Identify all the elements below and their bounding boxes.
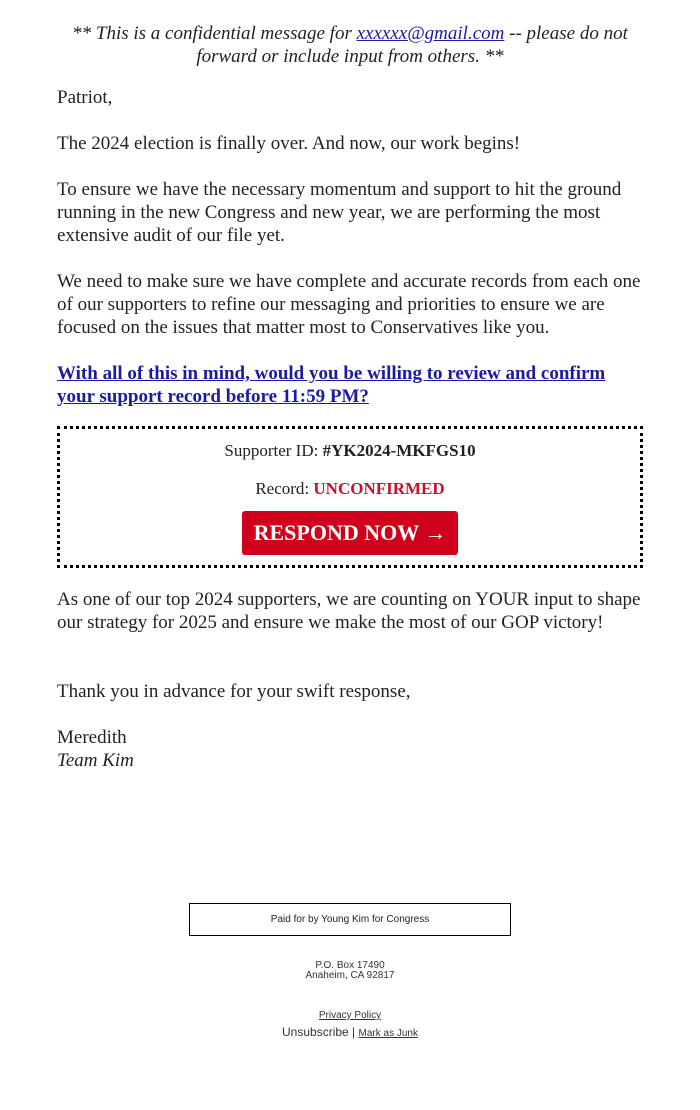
record-status-row (60, 479, 640, 499)
review-record-link[interactable]: With all of this in mind, would you be willing to review and confirm your support record before 11:59 PM? (57, 363, 606, 407)
privacy-policy-link[interactable]: Privacy Policy (318, 1010, 382, 1021)
greeting: Patriot, (57, 87, 113, 108)
confidential-notice (57, 22, 643, 68)
supporter-id-value: #YK2024-MKFGS10 (322, 441, 476, 460)
notice-suffix: -- please do not forward or include input from others. ** (196, 23, 628, 67)
cta-paragraph (57, 362, 643, 408)
paragraph-supporters: As one of our top 2024 supporters, we are counting on YOUR input to shape our strategy for 2025 and ensure we make the most of our GOP victory! (57, 589, 641, 633)
paragraph-election: The 2024 election is finally over. And now, our work begins! (57, 133, 521, 154)
address-line-2: Anaheim, CA 92817 (305, 970, 395, 981)
signature-name: Meredith (57, 727, 127, 748)
record-label: Record: (255, 479, 314, 498)
respond-now-button[interactable]: RESPOND NOW → (242, 511, 458, 555)
paid-for-disclaimer: Paid for by Young Kim for Congress (189, 903, 511, 936)
supporter-id-label: Supporter ID: (224, 441, 323, 460)
notice-prefix: ** This is a confidential message for (72, 23, 357, 44)
address-line-1: P.O. Box 17490 (315, 960, 385, 971)
mark-as-junk-link[interactable]: Mark as Junk (358, 1028, 418, 1039)
record-status-badge: UNCONFIRMED (313, 479, 445, 498)
footer-separator: | (348, 1025, 359, 1039)
signature-team: Team Kim (57, 750, 134, 771)
footer-links (0, 1005, 700, 1041)
unsubscribe-link[interactable]: Unsubscribe (282, 1025, 349, 1039)
paragraph-thanks: Thank you in advance for your swift response, (57, 681, 411, 702)
paragraph-records: We need to make sure we have complete and accurate records from each one of our supporters to refine our messaging and priorities to ensure we are focused on the issues that matter most to Conservatives like you. (57, 271, 641, 338)
paragraph-audit: To ensure we have the necessary momentum and support to hit the ground running in the new Congress and new year, we are performing the most extensive audit of our file yet. (57, 179, 622, 246)
supporter-record-box (57, 426, 643, 568)
recipient-email-link[interactable]: xxxxxx@gmail.com (356, 23, 505, 44)
supporter-id-row (60, 441, 640, 461)
mailing-address (0, 961, 700, 981)
